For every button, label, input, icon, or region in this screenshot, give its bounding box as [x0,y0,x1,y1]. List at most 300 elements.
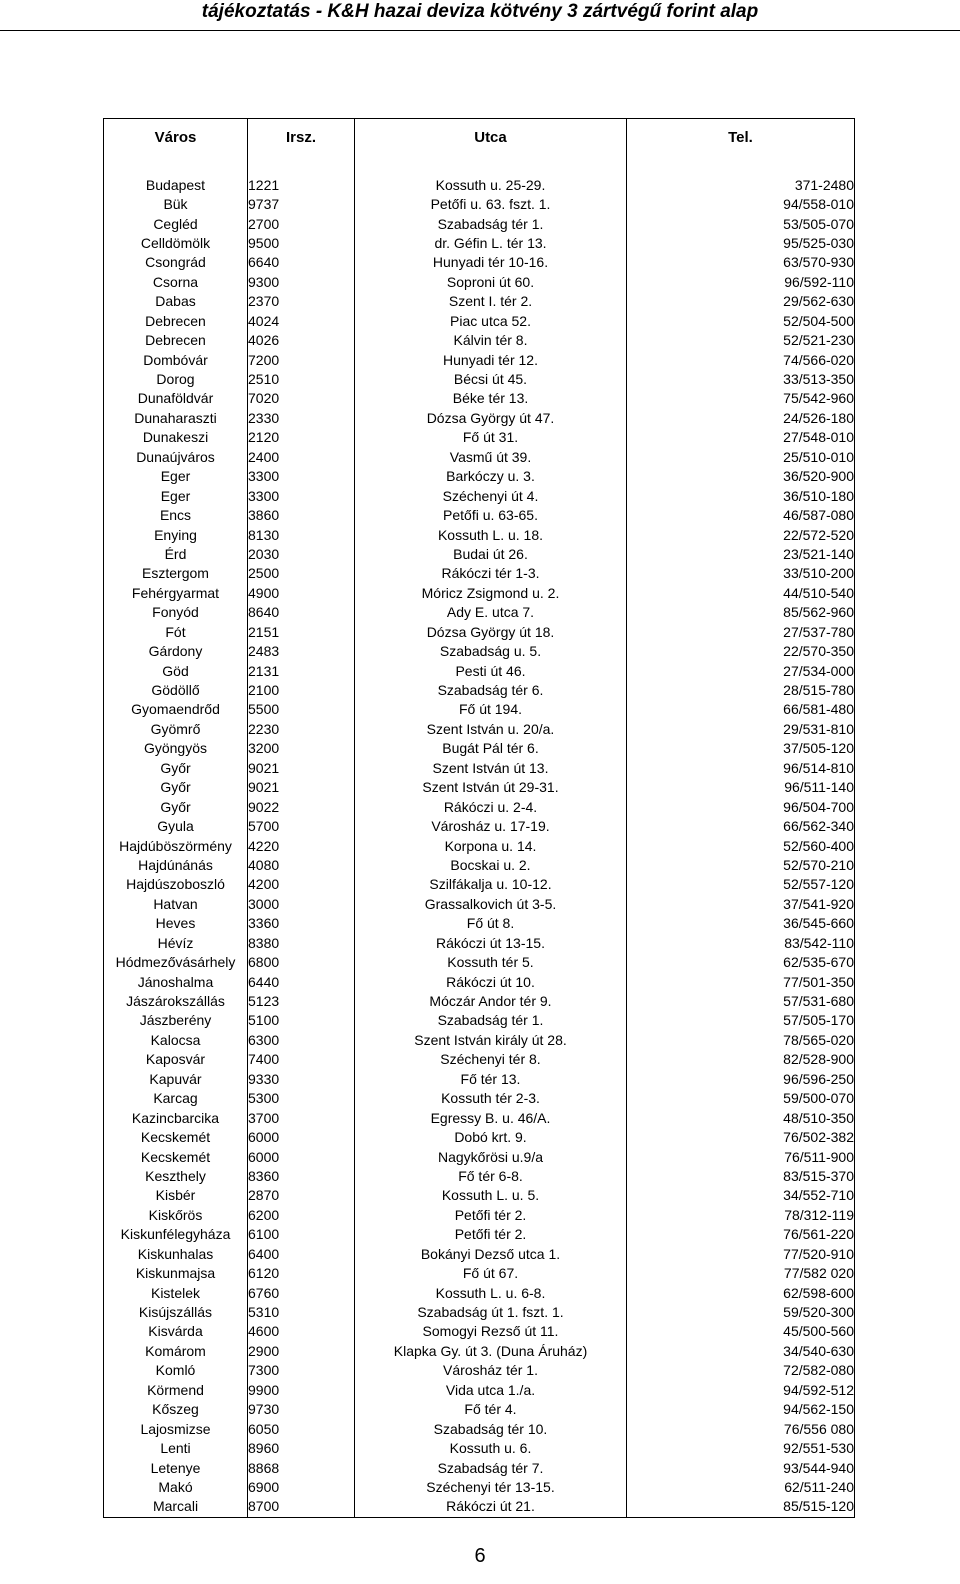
zip-cell: 9021 [248,759,355,778]
street-cell: Petőfi u. 63-65. [355,506,627,525]
table-row [104,370,855,389]
city-cell: Komló [104,1361,248,1380]
table-row [104,525,855,544]
city-cell: Lenti [104,1439,248,1458]
street-cell: Kossuth u. 6. [355,1439,627,1458]
phone-cell: 371-2480 [627,175,855,194]
zip-cell: 4600 [248,1322,355,1341]
city-cell: Keszthely [104,1167,248,1186]
street-cell: Móricz Zsigmond u. 2. [355,584,627,603]
street-cell: Szilfákalja u. 10-12. [355,875,627,894]
column-header-city: Város [104,119,248,157]
street-cell: Széchenyi tér 13-15. [355,1478,627,1497]
street-cell: Fő tér 4. [355,1400,627,1419]
city-cell: Karcag [104,1089,248,1108]
zip-cell: 4220 [248,836,355,855]
city-cell: Kiskunmajsa [104,1264,248,1283]
table-row [104,273,855,292]
phone-cell: 57/505-170 [627,1011,855,1030]
phone-cell: 82/528-900 [627,1050,855,1069]
table-row [104,1419,855,1438]
table-row [104,661,855,680]
zip-cell: 9300 [248,273,355,292]
zip-cell: 6050 [248,1419,355,1438]
street-cell: Szabadság tér 1. [355,214,627,233]
table-row [104,1089,855,1108]
zip-cell: 7300 [248,1361,355,1380]
table-row [104,1031,855,1050]
city-cell: Kaposvár [104,1050,248,1069]
zip-cell: 3000 [248,895,355,914]
zip-cell: 6300 [248,1031,355,1050]
phone-cell: 62/535-670 [627,953,855,972]
zip-cell: 9737 [248,195,355,214]
phone-cell: 59/500-070 [627,1089,855,1108]
street-cell: Móczár Andor tér 9. [355,992,627,1011]
city-cell: Makó [104,1478,248,1497]
zip-cell: 4900 [248,584,355,603]
zip-cell: 5300 [248,1089,355,1108]
phone-cell: 77/501-350 [627,972,855,991]
city-cell: Hódmezővásárhely [104,953,248,972]
phone-cell: 23/521-140 [627,545,855,564]
phone-cell: 76/502-382 [627,1128,855,1147]
street-cell: Budai út 26. [355,545,627,564]
zip-cell: 2330 [248,409,355,428]
city-cell: Esztergom [104,564,248,583]
street-cell: Korpona u. 14. [355,836,627,855]
street-cell: Hunyadi tér 10-16. [355,253,627,272]
table-row [104,428,855,447]
zip-cell: 6900 [248,1478,355,1497]
table-row [104,875,855,894]
zip-cell: 3700 [248,1108,355,1127]
city-cell: Gyula [104,817,248,836]
table-row [104,253,855,272]
table-row [104,506,855,525]
table-row [104,389,855,408]
city-cell: Eger [104,486,248,505]
zip-cell: 2500 [248,564,355,583]
table-row [104,1167,855,1186]
table-row [104,564,855,583]
phone-cell: 96/514-810 [627,759,855,778]
table-row [104,1439,855,1458]
zip-cell: 6440 [248,972,355,991]
table-body [104,156,855,1517]
phone-cell: 22/570-350 [627,642,855,661]
phone-cell: 52/557-120 [627,875,855,894]
city-cell: Jánoshalma [104,972,248,991]
zip-cell: 6100 [248,1225,355,1244]
city-cell: Kecskemét [104,1147,248,1166]
table-row [104,1245,855,1264]
phone-cell: 36/545-660 [627,914,855,933]
phone-cell: 37/505-120 [627,739,855,758]
street-cell: Kossuth tér 2-3. [355,1089,627,1108]
phone-cell: 76/556 080 [627,1419,855,1438]
phone-cell: 29/531-810 [627,720,855,739]
zip-cell: 2870 [248,1186,355,1205]
city-cell: Dunakeszi [104,428,248,447]
zip-cell: 9730 [248,1400,355,1419]
city-cell: Kalocsa [104,1031,248,1050]
phone-cell: 83/515-370 [627,1167,855,1186]
table-row [104,409,855,428]
street-cell: Szabadság út 1. fszt. 1. [355,1303,627,1322]
phone-cell: 44/510-540 [627,584,855,603]
zip-cell: 2510 [248,370,355,389]
phone-cell: 59/520-300 [627,1303,855,1322]
zip-cell: 5500 [248,700,355,719]
city-cell: Dunaújváros [104,448,248,467]
phone-cell: 96/504-700 [627,797,855,816]
city-cell: Göd [104,661,248,680]
phone-cell: 24/526-180 [627,409,855,428]
zip-cell: 9022 [248,797,355,816]
street-cell: Pesti út 46. [355,661,627,680]
street-cell: Szent István u. 20/a. [355,720,627,739]
table-row [104,1050,855,1069]
city-cell: Dorog [104,370,248,389]
phone-cell: 94/592-512 [627,1381,855,1400]
zip-cell: 2131 [248,661,355,680]
phone-cell: 52/570-210 [627,856,855,875]
phone-cell: 27/534-000 [627,661,855,680]
zip-cell: 9021 [248,778,355,797]
table-row [104,914,855,933]
street-cell: Béke tér 13. [355,389,627,408]
street-cell: Fő út 194. [355,700,627,719]
street-cell: Városház tér 1. [355,1361,627,1380]
street-cell: Petőfi u. 63. fszt. 1. [355,195,627,214]
zip-cell: 6200 [248,1206,355,1225]
city-cell: Hajdúnánás [104,856,248,875]
table-row [104,1070,855,1089]
street-cell: Vasmű út 39. [355,448,627,467]
street-cell: Szabadság tér 7. [355,1458,627,1477]
city-cell: Komárom [104,1342,248,1361]
table-row [104,1322,855,1341]
phone-cell: 77/582 020 [627,1264,855,1283]
street-cell: Petőfi tér 2. [355,1225,627,1244]
column-header-zip: Irsz. [248,119,355,157]
table-row [104,1458,855,1477]
table-row [104,992,855,1011]
zip-cell: 2030 [248,545,355,564]
city-cell: Győr [104,797,248,816]
phone-cell: 78/312-119 [627,1206,855,1225]
table-row [104,234,855,253]
phone-cell: 66/581-480 [627,700,855,719]
street-cell: Rákóczi út 21. [355,1497,627,1517]
table-row [104,312,855,331]
table-row [104,1400,855,1419]
city-cell: Kazincbarcika [104,1108,248,1127]
column-header-phone: Tel. [627,119,855,157]
city-cell: Encs [104,506,248,525]
table-row [104,1128,855,1147]
table-row [104,292,855,311]
table-row [104,448,855,467]
zip-cell: 9330 [248,1070,355,1089]
header-divider [0,30,960,31]
table-row [104,720,855,739]
zip-cell: 5123 [248,992,355,1011]
table-row [104,817,855,836]
city-cell: Érd [104,545,248,564]
city-cell: Jászárokszállás [104,992,248,1011]
street-cell: Bocskai u. 2. [355,856,627,875]
street-cell: Szent I. tér 2. [355,292,627,311]
zip-cell: 8700 [248,1497,355,1517]
table-row [104,895,855,914]
street-cell: Kossuth u. 25-29. [355,175,627,194]
city-cell: Körmend [104,1381,248,1400]
table-row [104,681,855,700]
table-row [104,1011,855,1030]
table-spacer-row [104,156,855,175]
street-cell: Szent István király út 28. [355,1031,627,1050]
city-cell: Kecskemét [104,1128,248,1147]
page-number: 6 [474,1545,486,1567]
street-cell: Fő tér 6-8. [355,1167,627,1186]
street-cell: Kossuth L. u. 6-8. [355,1283,627,1302]
phone-cell: 75/542-960 [627,389,855,408]
city-cell: Marcali [104,1497,248,1517]
phone-cell: 45/500-560 [627,1322,855,1341]
zip-cell: 8380 [248,934,355,953]
city-cell: Kisújszállás [104,1303,248,1322]
zip-cell: 9500 [248,234,355,253]
phone-cell: 34/552-710 [627,1186,855,1205]
street-cell: Klapka Gy. út 3. (Duna Áruház) [355,1342,627,1361]
phone-cell: 48/510-350 [627,1108,855,1127]
table-row [104,467,855,486]
zip-cell: 2100 [248,681,355,700]
zip-cell: 2120 [248,428,355,447]
zip-cell: 2230 [248,720,355,739]
city-cell: Hévíz [104,934,248,953]
zip-cell: 3860 [248,506,355,525]
table-row [104,759,855,778]
street-cell: Széchenyi út 4. [355,486,627,505]
city-cell: Gyömrő [104,720,248,739]
table-row [104,350,855,369]
phone-cell: 62/598-600 [627,1283,855,1302]
city-cell: Debrecen [104,312,248,331]
phone-cell: 37/541-920 [627,895,855,914]
zip-cell: 5100 [248,1011,355,1030]
zip-cell: 3300 [248,467,355,486]
street-cell: Szent István út 13. [355,759,627,778]
zip-cell: 6760 [248,1283,355,1302]
phone-cell: 76/511-900 [627,1147,855,1166]
table-row [104,934,855,953]
phone-cell: 76/561-220 [627,1225,855,1244]
zip-cell: 8868 [248,1458,355,1477]
document-header-title: tájékoztatás - K&H hazai deviza kötvény 3 zártvégű forint alap [201,1,759,22]
phone-cell: 94/562-150 [627,1400,855,1419]
street-cell: Bécsi út 45. [355,370,627,389]
zip-cell: 6120 [248,1264,355,1283]
table-row [104,1264,855,1283]
phone-cell: 22/572-520 [627,525,855,544]
city-cell: Enying [104,525,248,544]
city-cell: Budapest [104,175,248,194]
street-cell: Piac utca 52. [355,312,627,331]
zip-cell: 2151 [248,623,355,642]
zip-cell: 8960 [248,1439,355,1458]
table-row [104,1361,855,1380]
zip-cell: 6800 [248,953,355,972]
city-cell: Gödöllő [104,681,248,700]
street-cell: Városház u. 17-19. [355,817,627,836]
table-row [104,1497,855,1517]
street-cell: Fő út 8. [355,914,627,933]
street-cell: Rákóczi tér 1-3. [355,564,627,583]
city-cell: Lajosmizse [104,1419,248,1438]
phone-cell: 85/562-960 [627,603,855,622]
city-cell: Gyomaendrőd [104,700,248,719]
zip-cell: 5700 [248,817,355,836]
zip-cell: 4024 [248,312,355,331]
city-cell: Dunaföldvár [104,389,248,408]
table-row [104,739,855,758]
phone-cell: 66/562-340 [627,817,855,836]
city-cell: Debrecen [104,331,248,350]
zip-cell: 8640 [248,603,355,622]
phone-cell: 33/513-350 [627,370,855,389]
column-header-street: Utca [355,119,627,157]
city-cell: Kistelek [104,1283,248,1302]
street-cell: Kossuth L. u. 18. [355,525,627,544]
street-cell: Fő tér 13. [355,1070,627,1089]
zip-cell: 6640 [248,253,355,272]
table-row [104,486,855,505]
street-cell: Rákóczi út 13-15. [355,934,627,953]
zip-cell: 4200 [248,875,355,894]
zip-cell: 7200 [248,350,355,369]
street-cell: Szabadság u. 5. [355,642,627,661]
city-cell: Cegléd [104,214,248,233]
table-row [104,797,855,816]
table-header-row [104,119,855,157]
street-cell: Dobó krt. 9. [355,1128,627,1147]
table-row [104,1186,855,1205]
table-row [104,1147,855,1166]
phone-cell: 36/520-900 [627,467,855,486]
table-row [104,1108,855,1127]
city-cell: Kisbér [104,1186,248,1205]
street-cell: Dózsa György út 18. [355,623,627,642]
table-row [104,972,855,991]
zip-cell: 2900 [248,1342,355,1361]
zip-cell: 3360 [248,914,355,933]
street-cell: Rákóczi u. 2-4. [355,797,627,816]
table-row [104,1206,855,1225]
street-cell: Grassalkovich út 3-5. [355,895,627,914]
city-cell: Fonyód [104,603,248,622]
table-row [104,584,855,603]
city-cell: Hajdúböszörmény [104,836,248,855]
table-row [104,175,855,194]
city-cell: Csongrád [104,253,248,272]
city-cell: Kiskunhalas [104,1245,248,1264]
city-cell: Bük [104,195,248,214]
street-cell: Széchenyi tér 8. [355,1050,627,1069]
table-row [104,836,855,855]
phone-cell: 77/520-910 [627,1245,855,1264]
phone-cell: 28/515-780 [627,681,855,700]
zip-cell: 8130 [248,525,355,544]
street-cell: Vida utca 1./a. [355,1381,627,1400]
street-cell: Nagykőrösi u.9/a [355,1147,627,1166]
table-row [104,856,855,875]
zip-cell: 2400 [248,448,355,467]
phone-cell: 85/515-120 [627,1497,855,1517]
phone-cell: 33/510-200 [627,564,855,583]
table-row [104,1478,855,1497]
table-row [104,1303,855,1322]
zip-cell: 2483 [248,642,355,661]
street-cell: Soproni út 60. [355,273,627,292]
street-cell: Rákóczi út 10. [355,972,627,991]
phone-cell: 96/596-250 [627,1070,855,1089]
zip-cell: 4080 [248,856,355,875]
city-cell: Jászberény [104,1011,248,1030]
zip-cell: 2700 [248,214,355,233]
street-cell: Szabadság tér 6. [355,681,627,700]
branch-table [103,118,855,1518]
zip-cell: 3200 [248,739,355,758]
table-row [104,642,855,661]
table-row [104,1342,855,1361]
table-row [104,1225,855,1244]
street-cell: Dózsa György út 47. [355,409,627,428]
street-cell: Fő út 31. [355,428,627,447]
city-cell: Kapuvár [104,1070,248,1089]
city-cell: Gárdony [104,642,248,661]
street-cell: Somogyi Rezső út 11. [355,1322,627,1341]
zip-cell: 9900 [248,1381,355,1400]
phone-cell: 25/510-010 [627,448,855,467]
phone-cell: 34/540-630 [627,1342,855,1361]
zip-cell: 6400 [248,1245,355,1264]
city-cell: Heves [104,914,248,933]
city-cell: Győr [104,778,248,797]
street-cell: Bokányi Dezső utca 1. [355,1245,627,1264]
street-cell: Kálvin tér 8. [355,331,627,350]
phone-cell: 72/582-080 [627,1361,855,1380]
street-cell: Egressy B. u. 46/A. [355,1108,627,1127]
city-cell: Eger [104,467,248,486]
street-cell: Hunyadi tér 12. [355,350,627,369]
table-row [104,331,855,350]
street-cell: Fő út 67. [355,1264,627,1283]
zip-cell: 8360 [248,1167,355,1186]
city-cell: Kőszeg [104,1400,248,1419]
zip-cell: 1221 [248,175,355,194]
phone-cell: 96/592-110 [627,273,855,292]
street-cell: Ady E. utca 7. [355,603,627,622]
city-cell: Kiskunfélegyháza [104,1225,248,1244]
street-cell: Szabadság tér 1. [355,1011,627,1030]
city-cell: Dabas [104,292,248,311]
city-cell: Celldömölk [104,234,248,253]
city-cell: Dunaharaszti [104,409,248,428]
phone-cell: 96/511-140 [627,778,855,797]
